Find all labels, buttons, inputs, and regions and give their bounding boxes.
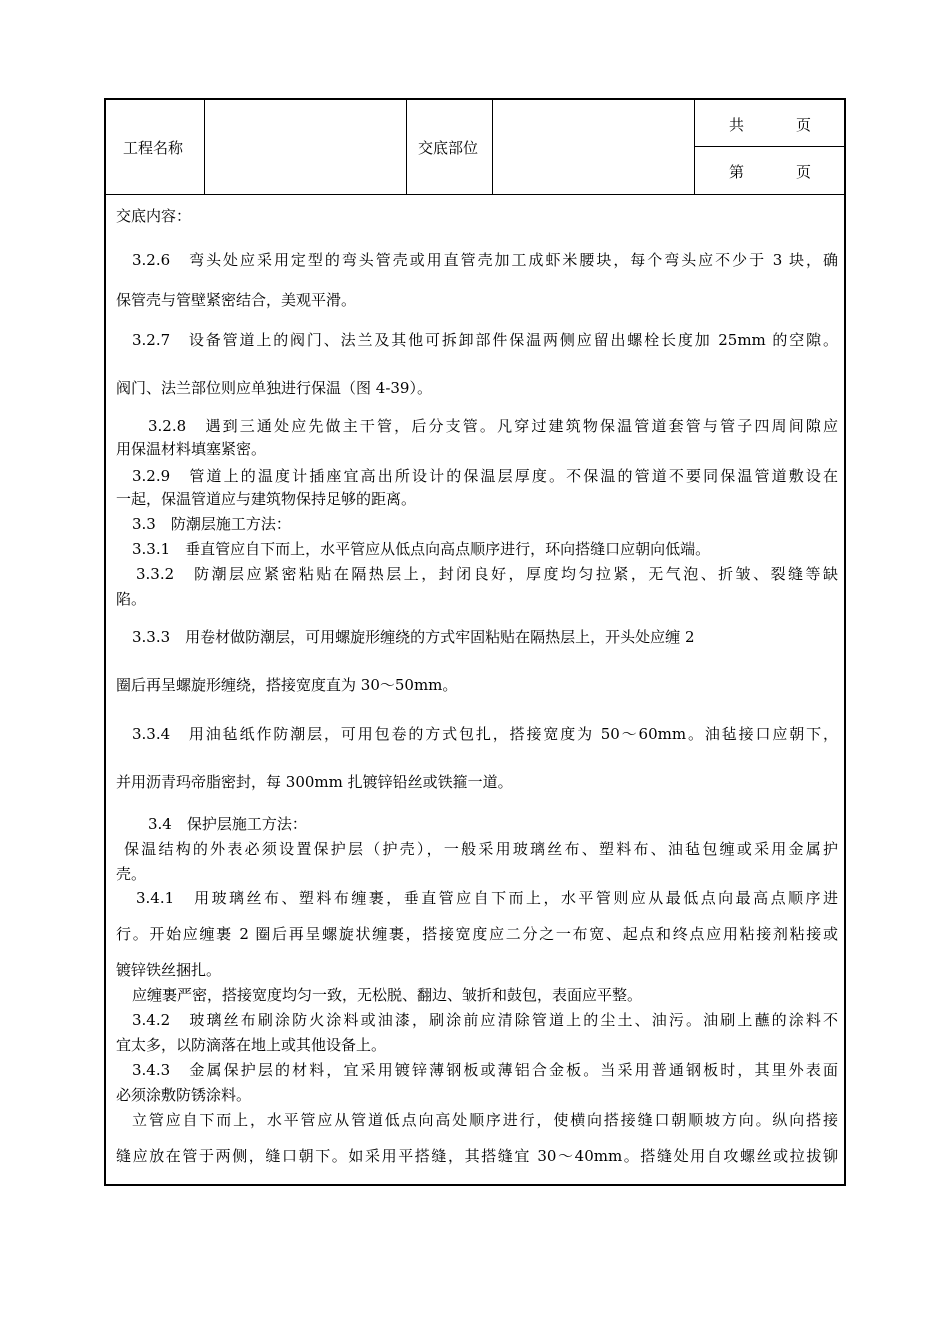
content-label: 交底内容：	[116, 207, 192, 225]
text-line: 阀门、法兰部位则应单独进行保温（图 4-39）。	[116, 379, 432, 397]
text-line: 3.3.1 垂直管应自下而上，水平管应从低点向高点顺序进行，环向搭缝口应朝向低端。	[132, 540, 711, 558]
disclosure-part-label: 交底部位	[418, 139, 479, 157]
page-number-label: 第	[729, 163, 745, 181]
project-name-label: 工程名称	[123, 139, 184, 157]
text-line: 3.3.3 用卷材做防潮层，可用螺旋形缠绕的方式牢固粘贴在隔热层上，开头处应缠 2	[132, 628, 695, 646]
divider	[492, 100, 493, 194]
text-line: 一起，保温管道应与建筑物保持足够的距离。	[116, 490, 417, 508]
text-line: 必须涂敷防锈涂料。	[116, 1086, 252, 1104]
text-line: 3.4.3 金属保护层的材料，宜采用镀锌薄钢板或薄铝合金板。当采用普通钢板时，其里外表面	[132, 1061, 838, 1079]
text-line: 并用沥青玛帝脂密封，每 300mm 扎镀锌铅丝或铁箍一道。	[116, 773, 513, 791]
text-line: 3.2.6 弯头处应采用定型的弯头管壳或用直管壳加工成虾米腰块，每个弯头应不少于 3 块，确	[132, 251, 838, 269]
disclosure-part-value	[496, 110, 691, 190]
text-line: 3.2.8 遇到三通处应先做主干管，后分支管。凡穿过建筑物保温管道套管与管子四周间隙应	[148, 417, 838, 435]
text-line: 3.2.7 设备管道上的阀门、法兰及其他可拆卸部件保温两侧应留出螺栓长度加 25mm 的空隙。	[132, 331, 838, 349]
text-line: 3.3 防潮层施工方法：	[132, 515, 291, 533]
text-line: 立管应自下而上，水平管应从管道低点向高处顺序进行，使横向搭接缝口朝顺坡方向。纵向搭接	[132, 1111, 838, 1129]
divider	[406, 100, 407, 194]
text-line: 3.3.2 防潮层应紧密粘贴在隔热层上，封闭良好，厚度均匀拉紧，无气泡、折皱、裂缝等缺	[136, 565, 838, 583]
disclosure-form	[104, 98, 846, 1186]
form-header	[106, 100, 844, 195]
text-line: 用保温材料填塞紧密。	[116, 440, 267, 458]
text-line: 宜太多，以防滴落在地上或其他设备上。	[116, 1036, 387, 1054]
total-pages-unit: 页	[796, 116, 812, 134]
text-line: 3.2.9 管道上的温度计插座宜高出所设计的保温层厚度。不保温的管道不要同保温管道敷设在	[132, 467, 838, 485]
text-line: 壳。	[116, 865, 147, 883]
divider	[694, 146, 844, 147]
text-line: 缝应放在管于两侧，缝口朝下。如采用平搭缝，其搭缝宜 30～40mm。搭缝处用自攻螺丝或拉拔铆	[116, 1147, 838, 1165]
page-number-unit: 页	[796, 163, 812, 181]
text-line: 3.4.2 玻璃丝布刷涂防火涂料或油漆，刷涂前应清除管道上的尘土、油污。油刷上蘸的涂料不	[132, 1011, 838, 1029]
text-line: 应缠裹严密，搭接宽度均匀一致，无松脱、翻边、皱折和鼓包，表面应平整。	[132, 986, 643, 1004]
text-line: 行。开始应缠裹 2 圈后再呈螺旋状缠裹，搭接宽度应二分之一布宽、起点和终点应用粘接剂粘接或	[116, 925, 838, 943]
text-line: 3.4 保护层施工方法：	[148, 815, 307, 833]
text-line: 镀锌铁丝捆扎。	[116, 961, 222, 979]
text-line: 3.4.1 用玻璃丝布、塑料布缠裹，垂直管应自下而上，水平管则应从最低点向最高点顺序进	[136, 889, 838, 907]
text-line: 保温结构的外表必须设置保护层（护壳），一般采用玻璃丝布、塑料布、油毡包缠或采用金属护	[124, 840, 838, 858]
divider	[694, 100, 695, 194]
project-name-value	[206, 110, 404, 190]
text-line: 陷。	[116, 590, 147, 608]
text-line: 保管壳与管壁紧密结合，美观平滑。	[116, 291, 357, 309]
total-pages-label: 共	[729, 116, 745, 134]
text-line: 圈后再呈螺旋形缠绕，搭接宽度直为 30～50mm。	[116, 676, 458, 694]
divider	[204, 100, 205, 194]
text-line: 3.3.4 用油毡纸作防潮层，可用包卷的方式包扎，搭接宽度为 50～60mm。油毡接口应朝下，	[132, 725, 838, 743]
